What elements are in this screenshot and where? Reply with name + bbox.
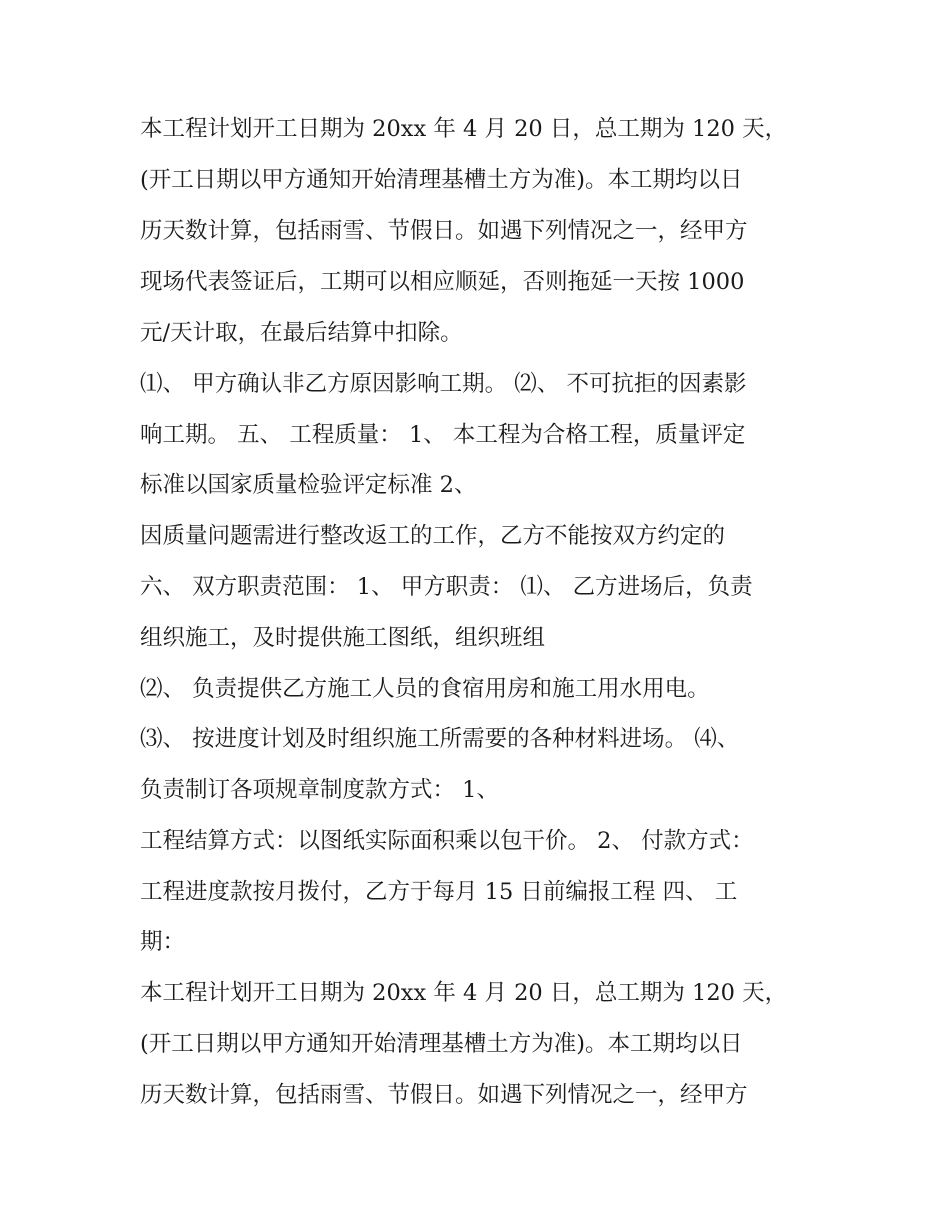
text-line: 本工程计划开工日期为 20xx 年 4 月 20 日，总工期为 120 天， <box>140 116 788 142</box>
text-line: ⑵、 负责提供乙方施工人员的食宿用房和施工用水用电。 <box>140 676 710 702</box>
text-line: 组织施工，及时提供施工图纸，组织班组 <box>140 625 546 651</box>
text-line: 负责制订各项规章制度款方式： 1、 <box>140 777 499 803</box>
text-line: 工程结算方式：以图纸实际面积乘以包干价。 2、 付款方式： <box>140 828 754 854</box>
text-line: 元/天计取，在最后结算中扣除。 <box>140 320 463 346</box>
text-line: 六、 双方职责范围： 1、 甲方职责： ⑴、 乙方进场后，负责 <box>140 574 753 600</box>
text-line: ⑶、 按进度计划及时组织施工所需要的各种材料进场。 ⑷、 <box>140 726 740 752</box>
text-line: 本工程计划开工日期为 20xx 年 4 月 20 日，总工期为 120 天， <box>140 980 788 1006</box>
text-line: 工程进度款按月拨付，乙方于每月 15 日前编报工程 四、 工 <box>140 879 738 905</box>
text-line: 期： <box>140 929 186 955</box>
text-line: 历天数计算，包括雨雪、节假日。如遇下列情况之一，经甲方 <box>140 1082 748 1108</box>
text-line: 因质量问题需进行整改返工的工作，乙方不能按双方约定的 <box>140 523 726 549</box>
text-line: 现场代表签证后，工期可以相应顺延，否则拖延一天按 1000 <box>140 269 745 295</box>
text-line: 标准以国家质量检验评定标准 2、 <box>140 472 477 498</box>
text-line: (开工日期以甲方通知开始清理基槽土方为准)。本工期均以日 <box>140 1031 743 1057</box>
text-line: 历天数计算，包括雨雪、节假日。如遇下列情况之一，经甲方 <box>140 218 748 244</box>
text-line: 响工期。 五、 工程质量： 1、 本工程为合格工程，质量评定 <box>140 422 746 448</box>
text-line: (开工日期以甲方通知开始清理基槽土方为准)。本工期均以日 <box>140 167 743 193</box>
text-line: ⑴、 甲方确认非乙方原因影响工期。 ⑵、 不可抗拒的因素影 <box>140 371 747 397</box>
